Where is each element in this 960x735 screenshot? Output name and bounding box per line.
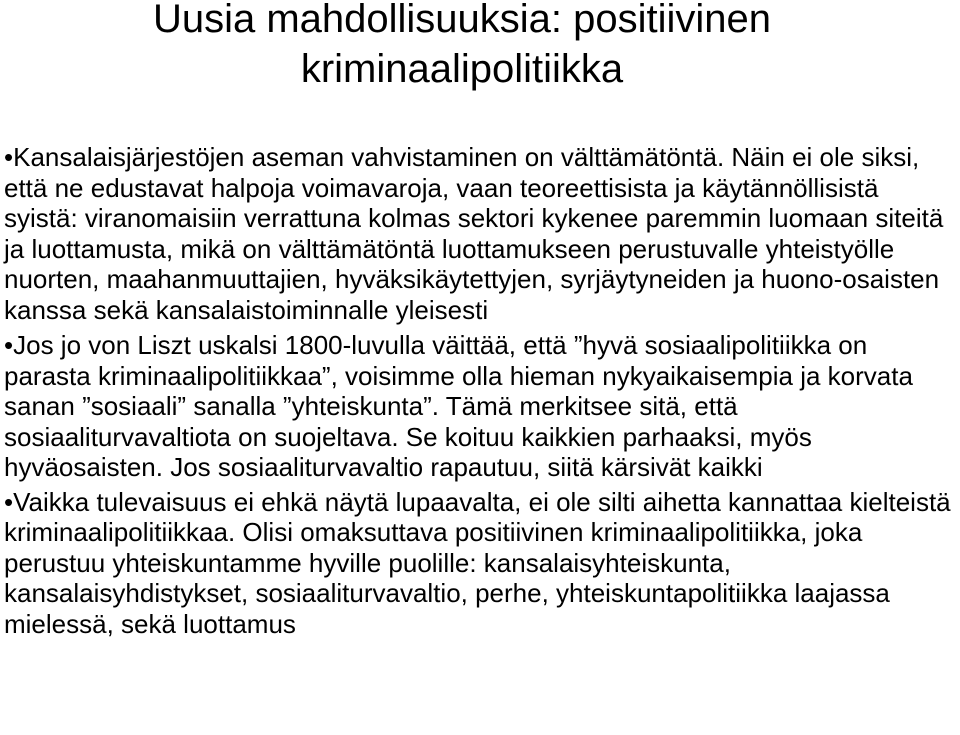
bullet-list [4,142,954,644]
bullet-text: Vaikka tulevaisuus ei ehkä näytä lupaavalta, ei ole silti aihetta kannattaa kielteistä kriminaalipolitiikkaa. Olisi omaksuttava positiivinen kriminaalipolitiikka, joka perustuu yhteiskuntamme hyville puolille: kansalaisyhteiskunta, kansalaisyhdistykset, sosiaaliturvavaltio, perhe, yhteiskuntapolitiikka laajassa mielessä, sekä luottamus [4,486,951,639]
bullet-icon: • [4,486,14,517]
bullet-text: Jos jo von Liszt uskalsi 1800-luvulla väittää, että ”hyvä sosiaalipolitiikka on parasta kriminaalipolitiikkaa”, voisimme olla hieman nykyaikaisempia ja korvata sanan ”sosiaali” sanalla ”yhteiskunta”. Tämä merkitsee sitä, että sosiaaliturvavaltiota on suojeltava. Se koituu kaikkien parhaaksi, myös hyväosaisten. Jos sosiaaliturvavaltio rapautuu, siitä kärsivät kaikki [4,330,913,482]
bullet-item [4,330,954,483]
bullet-icon: • [4,330,14,360]
bullet-item [4,487,954,640]
bullet-icon: • [4,142,14,172]
slide-title-line-2: kriminaalipolitiikka [300,47,624,91]
slide-title-line-1: Uusia mahdollisuuksia: positiivinen [152,0,772,41]
bullet-item [4,142,954,325]
slide-title [0,0,960,94]
bullet-text: Kansalaisjärjestöjen aseman vahvistaminen on välttämätöntä. Näin ei ole siksi, että ne edustavat halpoja voimavaroja, vaan teoreettisista ja käytännöllisistä syistä: viranomaisiin verrattuna kolmas sektori kykenee paremmin luomaan siteitä ja luottamusta, mikä on välttämätöntä luottamukseen perustuvalle yhteistyölle nuorten, maahanmuuttajien, hyväksikäytettyjen, syrjäytyneiden ja huono-osaisten kanssa sekä kansalaistoiminnalle yleisesti [4,142,944,325]
